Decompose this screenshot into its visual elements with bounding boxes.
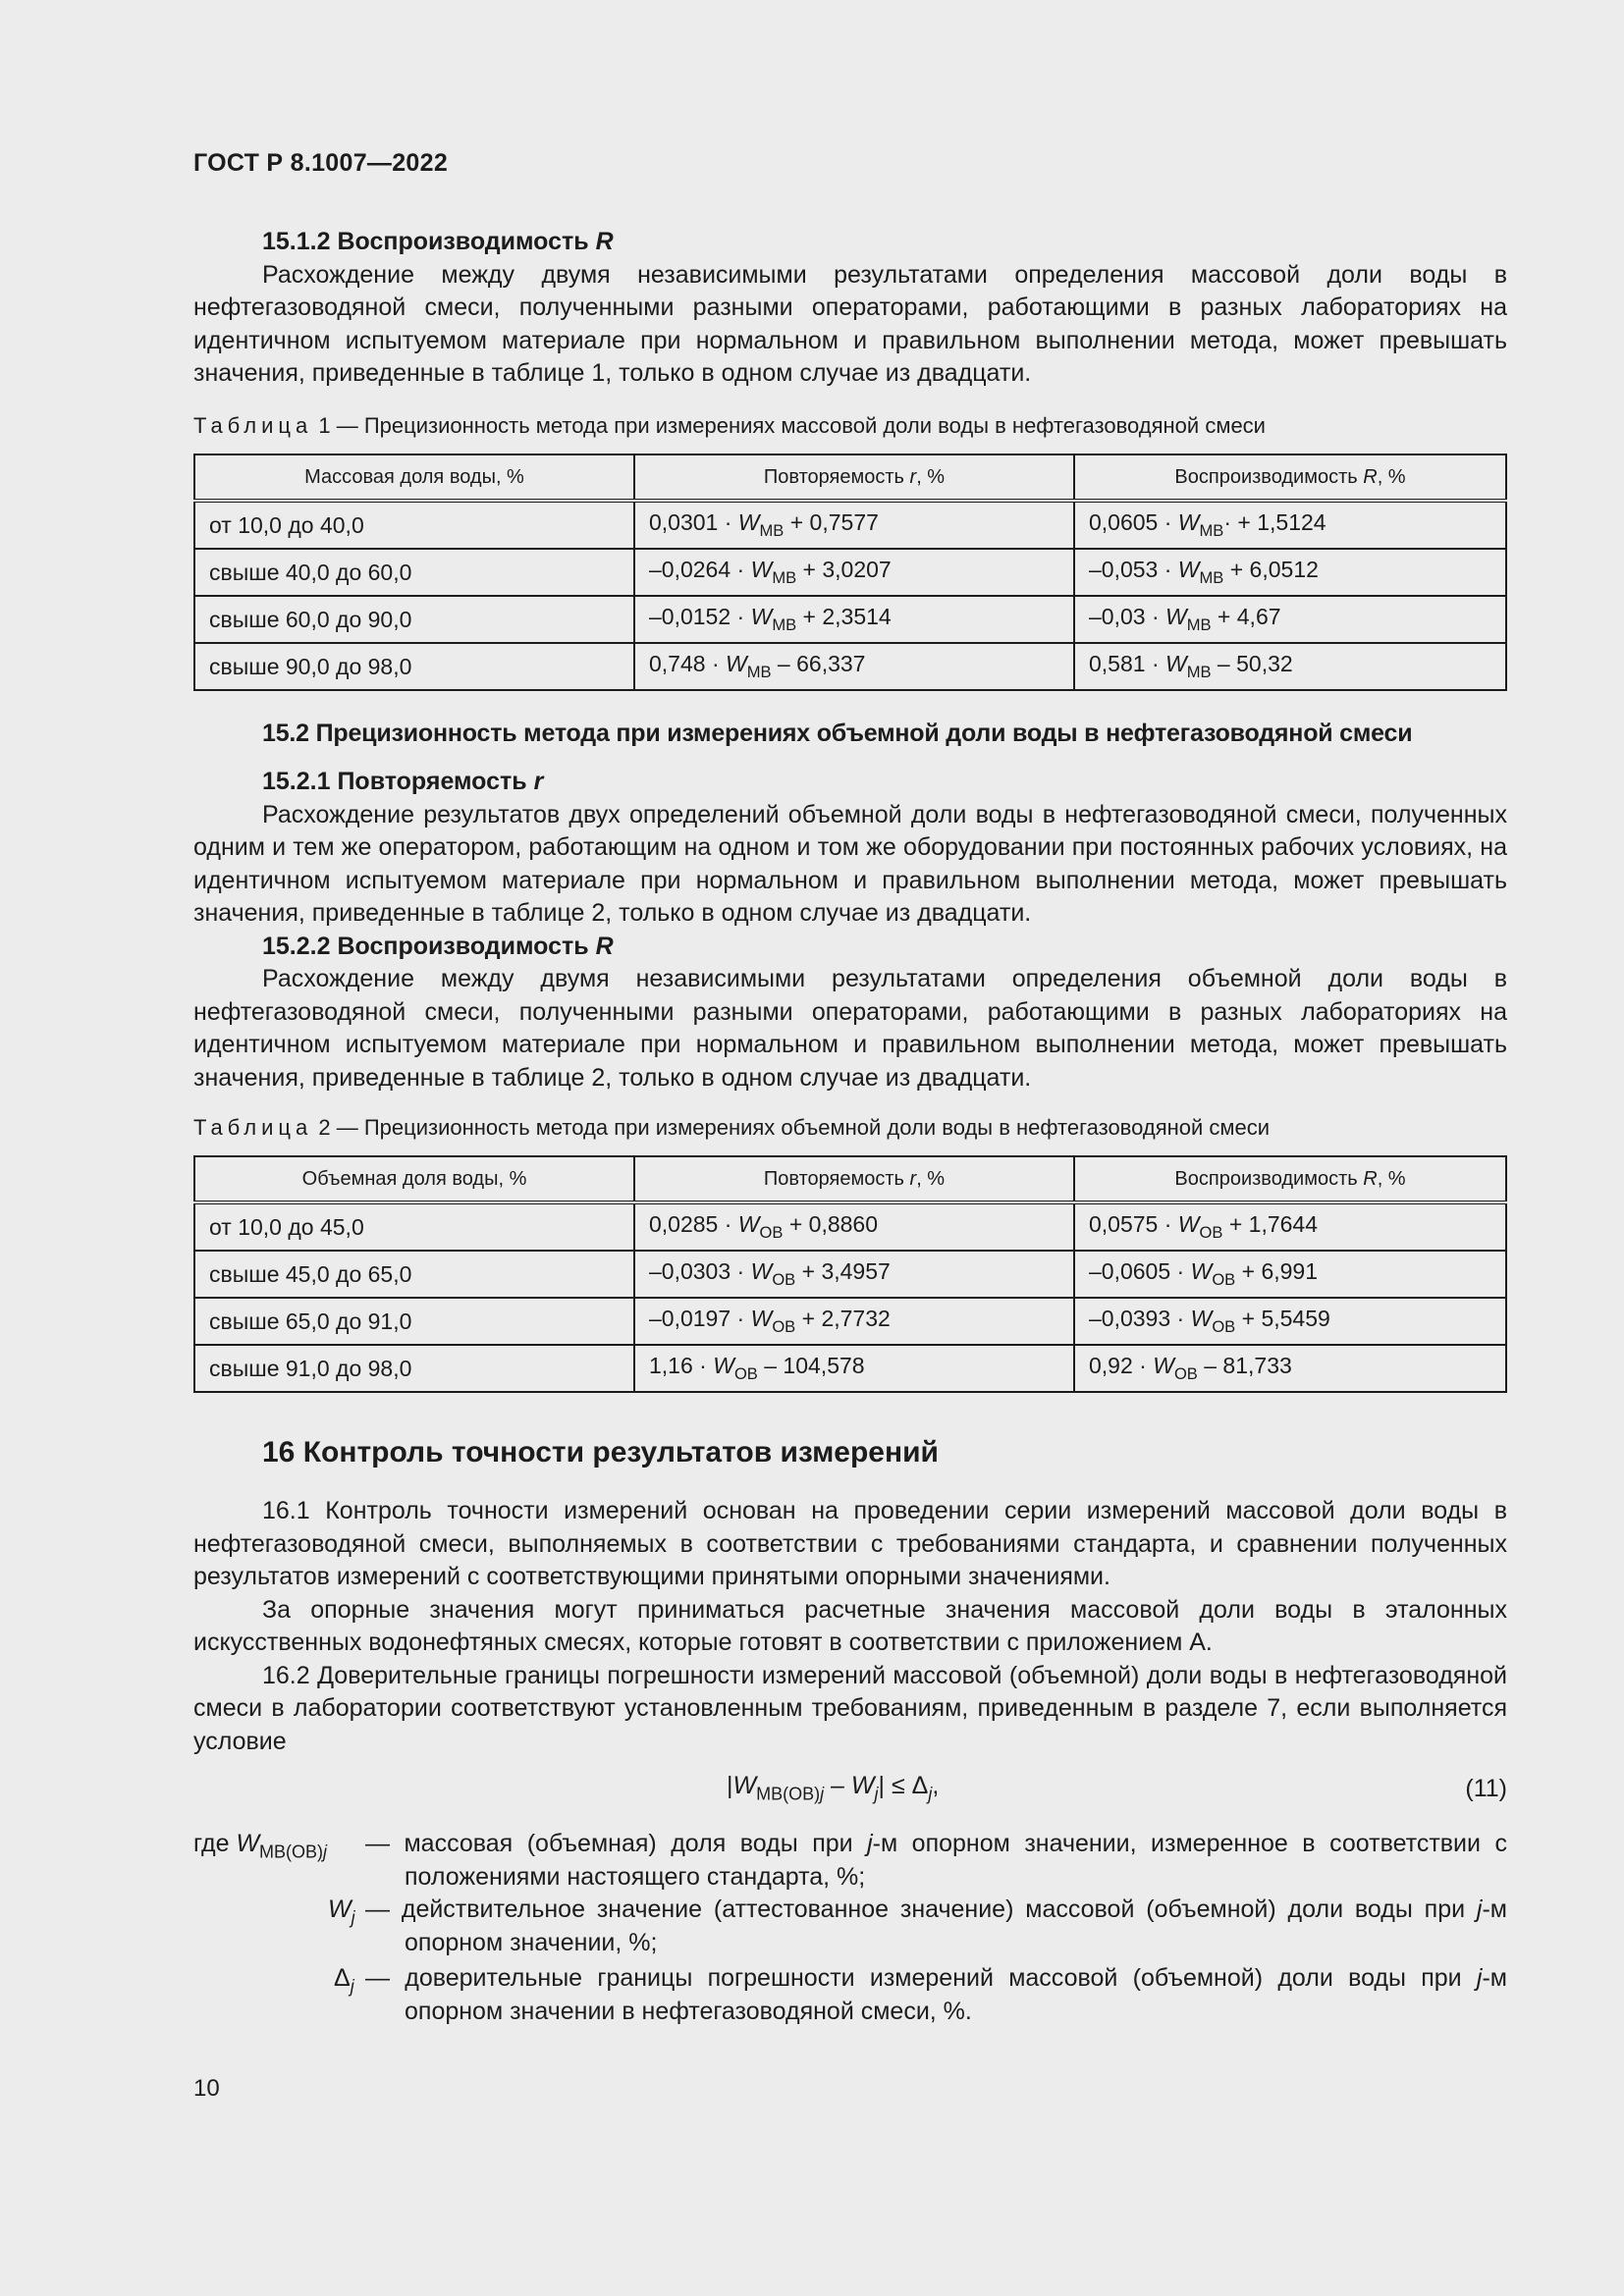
- table-row: [194, 1298, 1506, 1345]
- column-header: Воспроизводимость R, %: [1074, 1156, 1506, 1202]
- table-cell: свыше 40,0 до 60,0: [194, 549, 634, 596]
- table-cell: свыше 60,0 до 90,0: [194, 596, 634, 643]
- table-cell: свыше 90,0 до 98,0: [194, 643, 634, 690]
- where-definition-1: — массовая (объемная) доля воды при j-м опорном значении, измеренное в соответствии с положениями настоящего стандарта, %;: [365, 1830, 1507, 1891]
- table-cell: $0,92 \cdot W_{ОВ} - 81,733$: [1074, 1345, 1506, 1392]
- table-cell: $0,0605 \cdot W_{МВ}\cdot + 1,5124$: [1074, 501, 1506, 549]
- table-cell: $0,581 \cdot W_{МВ} - 50,32$: [1074, 643, 1506, 690]
- table-cell: $-0,0393 \cdot W_{ОВ} + 5,5459$: [1074, 1298, 1506, 1345]
- table-cell: свыше 65,0 до 91,0: [194, 1298, 634, 1345]
- table-row: [194, 1345, 1506, 1392]
- where-symbol-2: $W_j$: [328, 1896, 355, 1928]
- formula-number: (11): [1465, 1775, 1507, 1802]
- column-header: Объемная доля воды, %: [194, 1156, 634, 1202]
- table-cell: свыше 91,0 до 98,0: [194, 1345, 634, 1392]
- section-title: 15.2 Прецизионность метода при измерениях объемной доли воды в нефтегазоводяной смеси: [262, 720, 1413, 747]
- column-header: Повторяемость r, %: [634, 454, 1074, 501]
- section-title: 15.2.2 Воспроизводимость R: [262, 932, 614, 960]
- table-row: [194, 1251, 1506, 1298]
- section-title: 15.1.2 Воспроизводимость R: [262, 228, 614, 255]
- column-header: Массовая доля воды, %: [194, 454, 634, 501]
- table-header-row: [194, 454, 1506, 501]
- paragraph: Расхождение результатов двух определений объемной доли воды в нефтегазоводяной смеси, полученных одним и тем же оператором, работающим на одном и том же оборудовании при постоянных рабочих условиях, на идентичном испытуемом материале при нормальном и правильном выполнении метода, может превышать значения, приведенные в таблице 2, только в одном случае из двадцати.: [193, 800, 1507, 927]
- table-1-caption: Таблица 1 — Прецизионность метода при измерениях массовой доли воды в нефтегазоводяной смеси: [193, 413, 1266, 438]
- section-15-2: [193, 718, 1507, 751]
- paragraph: 16.2 Доверительные границы погрешности измерений массовой (объемной) доли воды в нефтегазоводяной смеси в лаборатории соответствуют установленным требованиям, приведенным в разделе 7, если выполняется условие: [193, 1661, 1507, 1755]
- section-title: 15.2.1 Повторяемость r: [262, 768, 544, 795]
- where-symbol-3: $\Delta_j$: [334, 1964, 354, 1997]
- table-cell: $0,0301 \cdot W_{МВ} + 0,7577$: [634, 501, 1074, 549]
- where-lead: где $W_{МВ(ОВ)j}$: [193, 1830, 328, 1862]
- paragraph: 16.1 Контроль точности измерений основан на проведении серии измерений массовой доли воды в нефтегазоводяной смеси, выполняемых в соответствии с требованиями стандарта, и сравнении полученных результатов измерений с соответствующими принятыми опорными значениями.: [193, 1497, 1507, 1590]
- table-cell: $0,0575 \cdot W_{ОВ} + 1,7644$: [1074, 1202, 1506, 1251]
- table-2-caption: Таблица 2 — Прецизионность метода при измерениях объемной доли воды в нефтегазоводяной смеси: [193, 1115, 1271, 1140]
- table-1: [193, 454, 1507, 691]
- document-header: ГОСТ Р 8.1007—2022: [193, 149, 449, 177]
- where-definition-3: — доверительные границы погрешности измерений массовой (объемной) доли воды при j-м опорном значении в нефтегазоводяной смеси, %.: [365, 1964, 1507, 2025]
- table-cell: $-0,03 \cdot W_{МВ} + 4,67$: [1074, 596, 1506, 643]
- paragraph: За опорные значения могут приниматься расчетные значения массовой доли воды в эталонных искусственных водонефтяных смесях, которые готовят в соответствии с приложением А.: [193, 1595, 1507, 1656]
- column-header: Повторяемость r, %: [634, 1156, 1074, 1202]
- formula-11: $|W_{МВ(ОВ)j} - W_j| \le \Delta_j$,: [727, 1772, 940, 1804]
- table-cell: $0,748 \cdot W_{МВ} - 66,337$: [634, 643, 1074, 690]
- table-row: [194, 643, 1506, 690]
- table-header-row: [194, 1156, 1506, 1202]
- table-cell: $1,16 \cdot W_{ОВ} - 104,578$: [634, 1345, 1074, 1392]
- table-cell: $0,0285 \cdot W_{ОВ} + 0,8860$: [634, 1202, 1074, 1251]
- where-definition-2: — действительное значение (аттестованное значение) массовой (объемной) доли воды при j-м опорном значении, %;: [365, 1896, 1507, 1956]
- table-row: [194, 549, 1506, 596]
- section-15-1-2: [193, 226, 1507, 391]
- table-row: [194, 501, 1506, 549]
- section-15-2-1: [193, 766, 1507, 1095]
- table-cell: $-0,0264 \cdot W_{МВ} + 3,0207$: [634, 549, 1074, 596]
- table-cell: $-0,0152 \cdot W_{МВ} + 2,3514$: [634, 596, 1074, 643]
- table-cell: $-0,053 \cdot W_{МВ} + 6,0512$: [1074, 549, 1506, 596]
- table-2: [193, 1155, 1507, 1393]
- table-cell: от 10,0 до 45,0: [194, 1202, 634, 1251]
- section-16-body: [193, 1495, 1507, 1758]
- table-row: [194, 596, 1506, 643]
- table-cell: свыше 45,0 до 65,0: [194, 1251, 634, 1298]
- page-number: 10: [193, 2075, 220, 2102]
- table-cell: $-0,0605 \cdot W_{ОВ} + 6,991$: [1074, 1251, 1506, 1298]
- table-cell: от 10,0 до 40,0: [194, 501, 634, 549]
- paragraph: Расхождение между двумя независимыми результатами определения массовой доли воды в нефтегазоводяной смеси, полученными разными операторами, работающими в разных лабораториях на идентичном испытуемом материале при нормальном и правильном выполнении метода, может превышать значения, приведенные в таблице 1, только в одном случае из двадцати.: [193, 260, 1507, 387]
- section-16-title: 16 Контроль точности результатов измерений: [262, 1436, 939, 1468]
- table-cell: $-0,0303 \cdot W_{ОВ} + 3,4957$: [634, 1251, 1074, 1298]
- table-row: [194, 1202, 1506, 1251]
- paragraph: Расхождение между двумя независимыми результатами определения объемной доли воды в нефтегазоводяной смеси, полученными разными операторами, работающими в разных лабораториях на идентичном испытуемом материале при нормальном и правильном выполнении метода, может превышать значения, приведенные в таблице 2, только в одном случае из двадцати.: [193, 965, 1507, 1092]
- table-cell: $-0,0197 \cdot W_{ОВ} + 2,7732$: [634, 1298, 1074, 1345]
- column-header: Воспроизводимость R, %: [1074, 454, 1506, 501]
